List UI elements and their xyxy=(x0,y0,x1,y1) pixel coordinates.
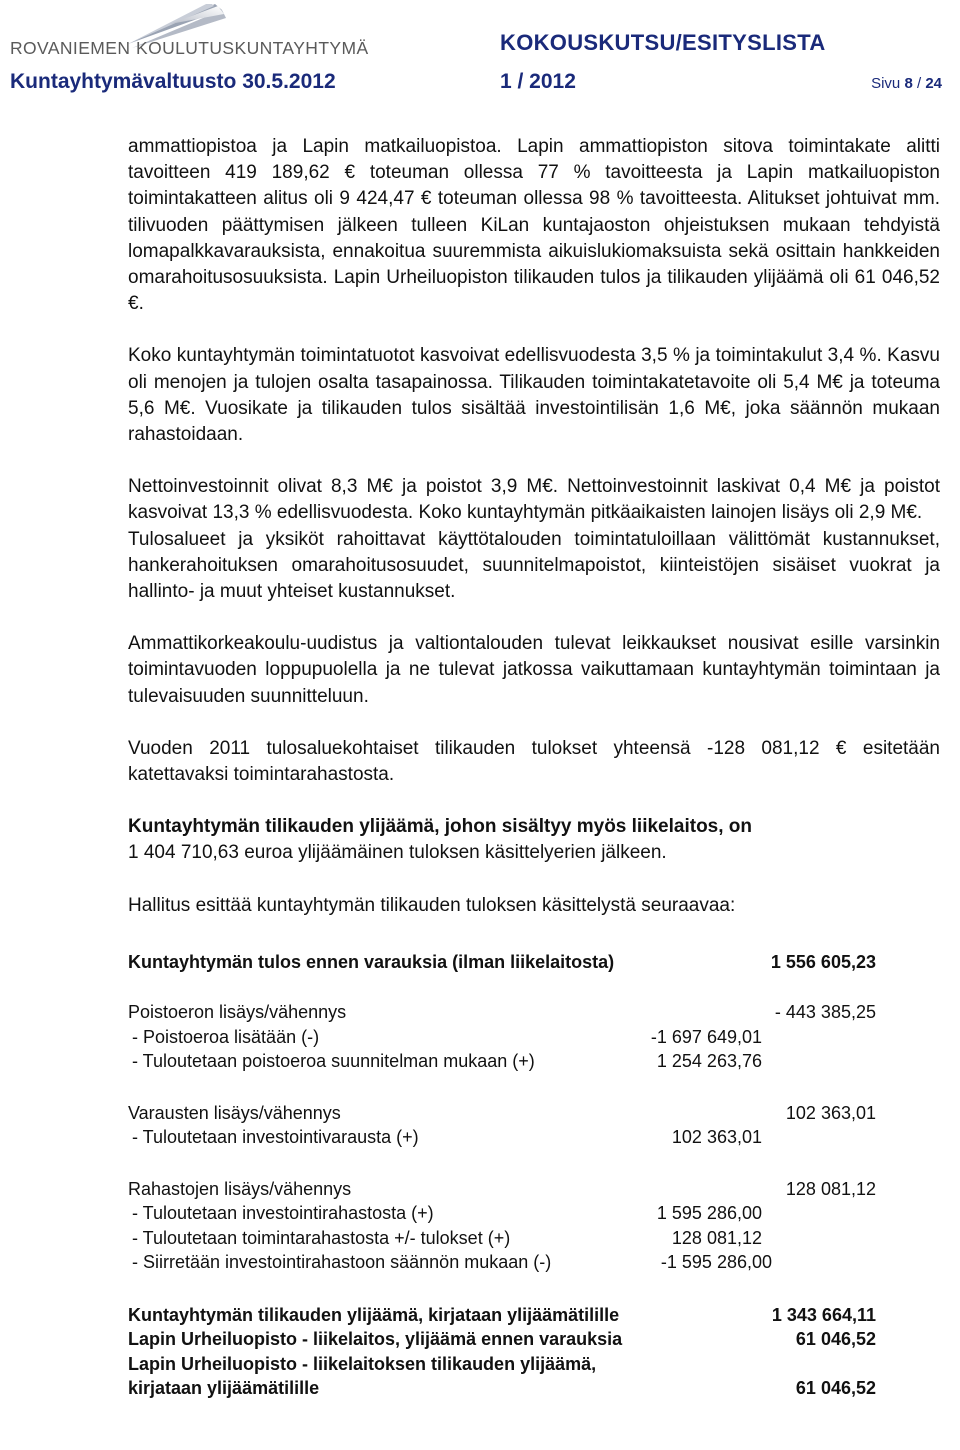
group-amount: 102 363,01 xyxy=(785,1102,876,1123)
meeting-number: 1 / 2012 xyxy=(500,70,576,93)
totals-block xyxy=(128,1303,940,1401)
item-label: - Tuloutetaan investointivarausta (+) xyxy=(132,1127,419,1148)
item-amount: -1 595 286,00 xyxy=(660,1252,772,1273)
group-item-row xyxy=(128,1049,940,1074)
paragraph-results: ammattiopistoa ja Lapin matkailuopistoa. Lapin ammattiopiston sitova toimintakate alitti tavoitteen 419 189,62 € toteuman ollessa 77 % tavoitteesta ja Lapin matkailuopiston toimintakatteen alitus oli 9 424,47 € toteuman ollessa 98 % tavoitteesta. Alitukset johtuivat mm. tilivuoden päättymisen jälkeen tulleen KiLan kuntajaoston ohjeistuksen mukaan tehdyistä lomapalkkavarauksista, ennakoitua suuremmista aikuislukiomaksuista sekä osittain hankkeiden omarahoitusosuuksista. Lapin Urheiluopiston tilikauden tulos ja tilikauden ylijäämä oli 61 046,52 €. xyxy=(128,136,940,315)
total-label: Lapin Urheiluopisto - liikelaitos, ylijäämä ennen varauksia xyxy=(128,1329,623,1350)
group-amount: - 443 385,25 xyxy=(774,1002,876,1023)
item-amount: 1 254 263,76 xyxy=(656,1051,762,1072)
organization-logo xyxy=(10,4,390,62)
page-header xyxy=(0,0,960,100)
total-label: Kuntayhtymän tilikauden ylijäämä, kirjataan ylijäämätilille xyxy=(128,1304,620,1325)
item-amount: 102 363,01 xyxy=(671,1127,762,1148)
item-amount: 128 081,12 xyxy=(671,1227,762,1248)
item-label: - Siirretään investointirahastoon säännön mukaan (-) xyxy=(132,1252,552,1273)
total-row xyxy=(128,1376,940,1401)
total-row xyxy=(128,1303,940,1328)
item-amount: 1 595 286,00 xyxy=(656,1203,762,1224)
result-before-amount: 1 556 605,23 xyxy=(770,951,876,972)
group-label: Rahastojen lisäys/vähennys xyxy=(128,1178,352,1199)
total-amount: 61 046,52 xyxy=(795,1378,876,1399)
page-current: 8 xyxy=(904,75,913,92)
item-label: - Tuloutetaan toimintarahastosta +/- tulokset (+) xyxy=(132,1227,511,1248)
group-item-row xyxy=(128,1226,940,1251)
depreciation-group xyxy=(128,1000,940,1074)
total-row xyxy=(128,1327,940,1352)
document-body xyxy=(128,134,940,1401)
total-label: Lapin Urheiluopisto - liikelaitoksen tilikauden ylijäämä, xyxy=(128,1353,597,1374)
total-amount: 1 343 664,11 xyxy=(771,1304,876,1325)
item-label: - Tuloutetaan investointirahastosta (+) xyxy=(132,1203,434,1224)
page-total: 24 xyxy=(925,75,942,92)
paragraph-cost-allocation: Tulosalueet ja yksiköt rahoittavat käyttötalouden toimintatuloillaan välittömät kustannukset, hankerahoituksen omarahoitusosuudet, suunnitelmapoistot, kiinteistöjen sisäiset vuokrat ja hallinto- ja muut yhteiset kustannukset. xyxy=(128,528,940,603)
total-amount: 61 046,52 xyxy=(795,1329,876,1350)
item-amount: -1 697 649,01 xyxy=(650,1026,762,1047)
surplus-statement-line2: 1 404 710,63 euroa ylijäämäinen tuloksen käsittelyerien jälkeen. xyxy=(128,842,667,864)
meeting-title: Kuntayhtymävaltuusto 30.5.2012 xyxy=(10,70,336,93)
paragraph-investments: Nettoinvestoinnit olivat 8,3 M€ ja poistot 3,9 M€. Nettoinvestoinnit laskivat 0,4 M€ ja poistot kasvoivat 13,3 % edellisvuodesta. Koko kuntayhtymän pitkäaikaisten lainojen lisäys oli 2,9 M€. xyxy=(128,476,940,524)
paragraph-revenues: Koko kuntayhtymän toimintatuotot kasvoivat edellisvuodesta 3,5 % ja toimintakulut 3,4 %. Kasvu oli menojen ja tulojen osalta tasapainossa. Tilikauden toimintakatetavoite oli 5,4 M€ ja toteuma 5,6 M€. Vuosikate ja tilikauden tulos sisältää investointilisän 1,6 M€, joka säännön mukaan rahastoidaan. xyxy=(128,345,940,446)
result-before-row xyxy=(128,950,940,975)
group-header-row xyxy=(128,1177,940,1202)
group-item-row xyxy=(128,1025,940,1050)
group-label: Varausten lisäys/vähennys xyxy=(128,1102,341,1123)
logo-text-left: ROVANIEMEN xyxy=(10,38,131,58)
group-item-row xyxy=(128,1250,940,1275)
total-row xyxy=(128,1352,940,1377)
item-label: - Poistoeroa lisätään (-) xyxy=(132,1026,320,1047)
page-label: Sivu xyxy=(871,75,901,92)
group-item-row xyxy=(128,1125,940,1150)
group-header-row xyxy=(128,1101,940,1126)
paragraph-outlook: Ammattikorkeakoulu-uudistus ja valtiontalouden tulevat leikkaukset nousivat esille varsinkin toimintavuoden loppupuolella ja ne tulevat jatkossa vaikuttamaan kuntayhtymän toimintaan ja tulevaisuuden suunnitteluun. xyxy=(128,633,940,707)
total-label: kirjataan ylijäämätilille xyxy=(128,1378,320,1399)
logo-text-right: KOULUTUSKUNTAYHTYMÄ xyxy=(136,38,369,58)
surplus-statement-line1: Kuntayhtymän tilikauden ylijäämä, johon sisältyy myös liikelaitos, on xyxy=(128,816,753,838)
group-item-row xyxy=(128,1201,940,1226)
item-label: - Tuloutetaan poistoeroa suunnitelman mukaan (+) xyxy=(132,1051,535,1072)
proposal-intro: Hallitus esittää kuntayhtymän tilikauden tuloksen käsittelystä seuraavaa: xyxy=(128,894,736,916)
funds-group xyxy=(128,1177,940,1275)
page-indicator xyxy=(871,75,942,92)
reserves-group xyxy=(128,1101,940,1150)
group-label: Poistoeron lisäys/vähennys xyxy=(128,1002,347,1023)
paragraph-unit-results: Vuoden 2011 tulosaluekohtaiset tilikauden tulokset yhteensä -128 081,12 € esitetään katettavaksi toimintarahastosta. xyxy=(128,737,940,786)
result-before-label: Kuntayhtymän tulos ennen varauksia (ilman liikelaitosta) xyxy=(128,951,615,972)
group-header-row xyxy=(128,1000,940,1025)
page-separator: / xyxy=(916,75,922,92)
group-amount: 128 081,12 xyxy=(785,1178,876,1199)
document-type: KOKOUSKUTSU/ESITYSLISTA xyxy=(500,30,826,55)
